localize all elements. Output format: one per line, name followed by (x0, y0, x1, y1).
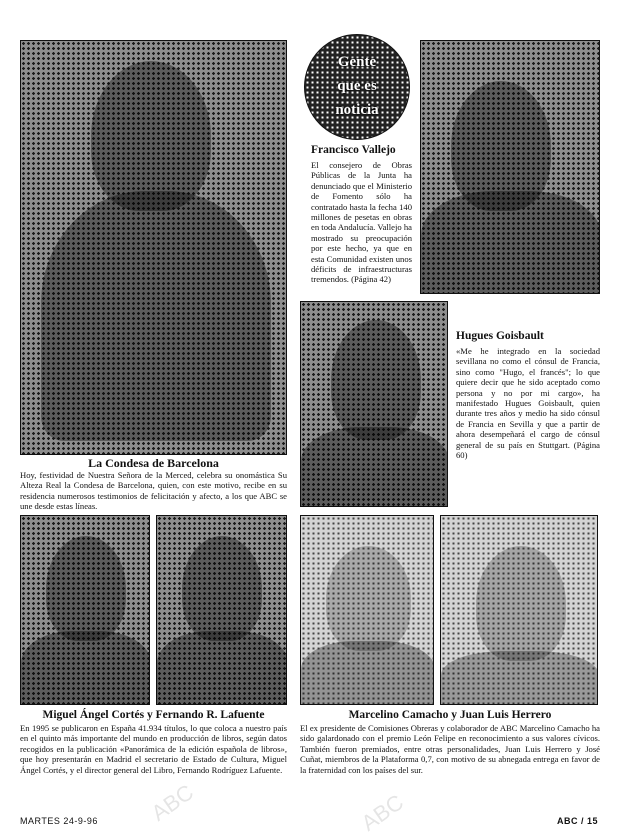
badge-line-3: noticia (335, 102, 379, 118)
condesa-title: La Condesa de Barcelona (88, 456, 219, 470)
watermark: ABC (146, 779, 199, 826)
camacho-title: Marcelino Camacho y Juan Luis Herrero (348, 709, 552, 721)
goisbault-text: «Me he integrado en la sociedad sevillana no como el cónsul de Francia, sino como "Hugo, el francés"; lo que quiere decir que he sido aceptado como persona y no por mi cargo», ha manifestado Hugues Goisbault, quien durante tres años y medio ha sido cónsul de Francia en Sevilla y que a partir de ahora desempeñará el cargo de cónsul general de su país en Stuttgart. (Página 60) (456, 346, 600, 461)
cortes-title: Miguel Ángel Cortés y Fernando R. Lafuente (42, 709, 265, 721)
condesa-text: Hoy, festividad de Nuestra Señora de la Merced, celebra su onomástica Su Alteza Real la Condesa de Barcelona, quien, con este motivo, recibe en su residencia numerosos testimonios de felicitación y afecto, a los que ABC se une desde estas líneas. (20, 470, 287, 512)
footer-date: MARTES 24-9-96 (20, 816, 98, 826)
badge-line-1: Gente (337, 54, 377, 70)
goisbault-title: Hugues Goisbault (456, 330, 544, 342)
vallejo-photo (420, 40, 600, 294)
vallejo-text: El consejero de Obras Públicas de la Junta ha denunciado que el Ministerio de Fomento sólo ha contratado hasta la fecha 140 millones de pesetas en obras en toda Andalucía. Vallejo ha mostrado su preocupación por este hecho, ya que en esta Comunidad existen unos déficits de infraestructuras tremendos. (Página 42) (311, 160, 412, 285)
lafuente-photo (156, 515, 287, 705)
section-badge (304, 34, 410, 140)
vallejo-title: Francisco Vallejo (311, 144, 396, 156)
badge-line-2: que es (337, 78, 377, 94)
cortes-photo (20, 515, 150, 705)
watermark: ABC (356, 789, 409, 836)
goisbault-photo (300, 301, 448, 507)
condesa-photo (20, 40, 287, 455)
camacho-text: El ex presidente de Comisiones Obreras y colaborador de ABC Marcelino Camacho ha sido galardonado con el premio León Felipe en reconocimiento a sus valores cívicos. También fueron premiados, entre otras personalidades, Juan Luis Herrero y José Cuñat, miembros de la Plataforma 0,7, con motivo de su abnegada entrega en favor de la fraternidad con los países del sur. (300, 723, 600, 775)
footer-page: ABC / 15 (556, 816, 598, 826)
camacho-photo (300, 515, 434, 705)
herrero-photo (440, 515, 598, 705)
cortes-text: En 1995 se publicaron en España 41.934 títulos, lo que coloca a nuestro país en el quinto más importante del mundo en producción de libros, según datos recogidos en la publicación «Panorámica de la edición española de libros», que hoy presentarán en Madrid el secretario de Estado de Cultura, Miguel Ángel Cortés, y el director general del Libro, Fernando Rodríguez Lafuente. (20, 723, 287, 775)
